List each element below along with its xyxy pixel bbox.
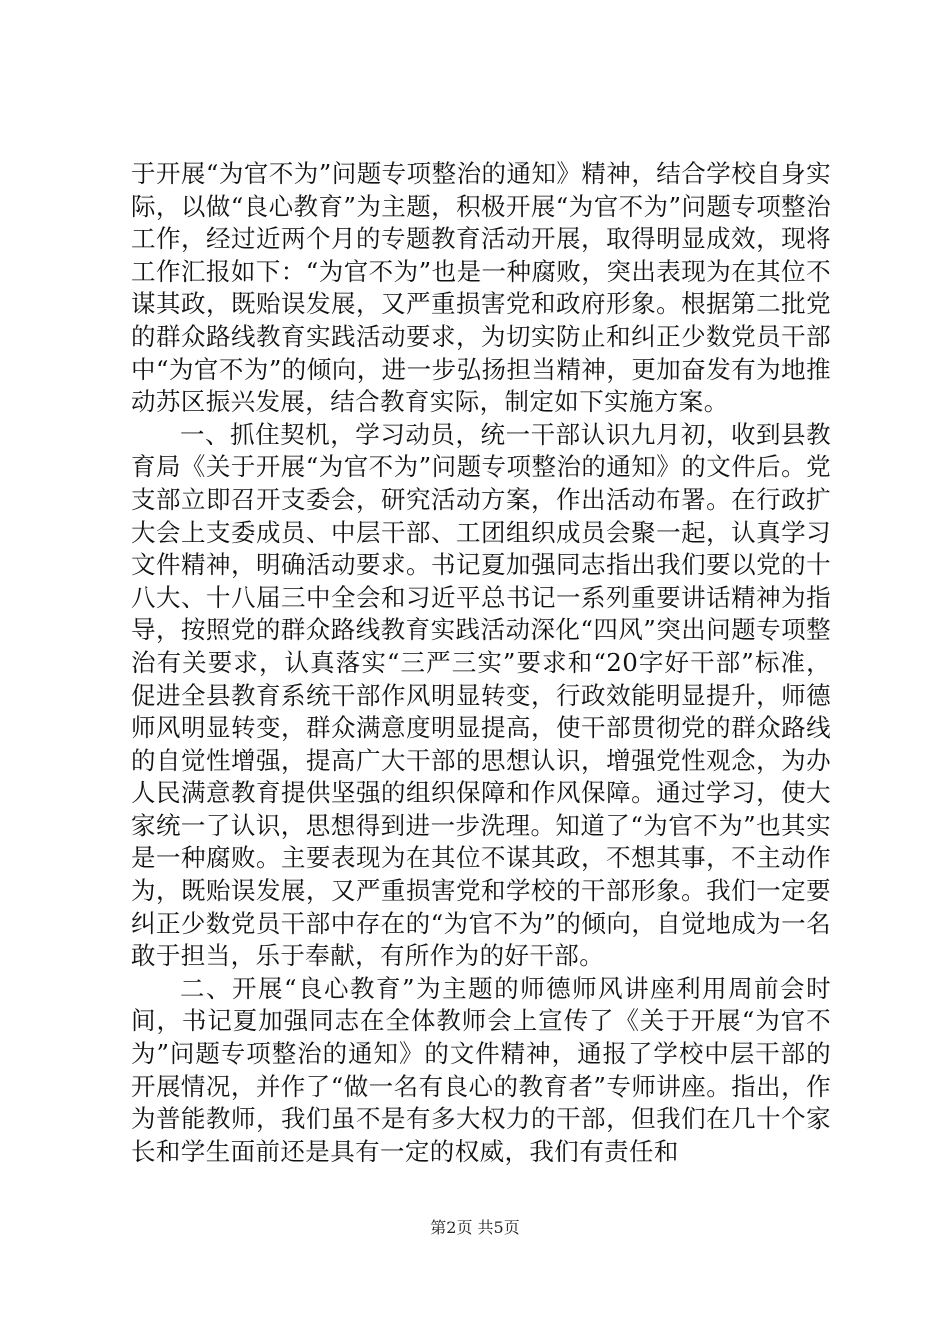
page-footer: 第2页 共5页 [430,1218,520,1237]
paragraph-section-one: 一、抓住契机，学习动员，统一干部认识九月初，收到县教育局《关于开展“为官不为”问题专项整治的通知》的文件后。党支部立即召开支委会，研究活动方案，作出活动布署。在行政扩大会上支委成员、中层干部、工团组织成员会聚一起，认真学习文件精神，明确活动要求。书记夏加强同志指出我们要以党的十八大、十八届三中全会和习近平总书记一系列重要讲话精神为指导，按照党的群众路线教育实践活动深化“四风”突出问题专项整治有关要求，认真落实“三严三实”要求和“20字好干部”标准，促进全县教育系统干部作风明显转变，行政效能明显提升，师德师风明显转变，群众满意度明显提高，使干部贯彻党的群众路线的自觉性增强，提高广大干部的思想认识，增强党性观念，为办人民满意教育提供坚强的组织保障和作风保障。通过学习，使大家统一了认识，思想得到进一步洗理。知道了“为官不为”也其实是一种腐败。主要表现为在其位不谋其政，不想其事，不主动作为，既贻误发展，又严重损害党和学校的干部形象。我们一定要纠正少数党员干部中存在的“为官不为”的倾向，自觉地成为一名敢于担当，乐于奉献，有所作为的好干部。 [131,419,831,971]
document-body [131,158,831,1168]
paragraph-section-two: 二、开展“良心教育”为主题的师德师风讲座利用周前会时间，书记夏加强同志在全体教师会上宣传了《关于开展“为官不为”问题专项整治的通知》的文件精神，通报了学校中层干部的开展情况，并作了“做一名有良心的教育者”专师讲座。指出，作为普能教师，我们虽不是有多大权力的干部，但我们在几十个家长和学生面前还是具有一定的权威，我们有责任和 [131,973,831,1166]
paragraph-continuation: 于开展“为官不为”问题专项整治的通知》精神，结合学校自身实际，以做“良心教育”为主题，积极开展“为官不为”问题专项整治工作，经过近两个月的专题教育活动开展，取得明显成效，现将工作汇报如下：“为官不为”也是一种腐败，突出表现为在其位不谋其政，既贻误发展，又严重损害党和政府形象。根据第二批党的群众路线教育实践活动要求，为切实防止和纠正少数党员干部中“为官不为”的倾向，进一步弘扬担当精神，更加奋发有为地推动苏区振兴发展，结合教育实际，制定如下实施方案。 [131,159,831,417]
